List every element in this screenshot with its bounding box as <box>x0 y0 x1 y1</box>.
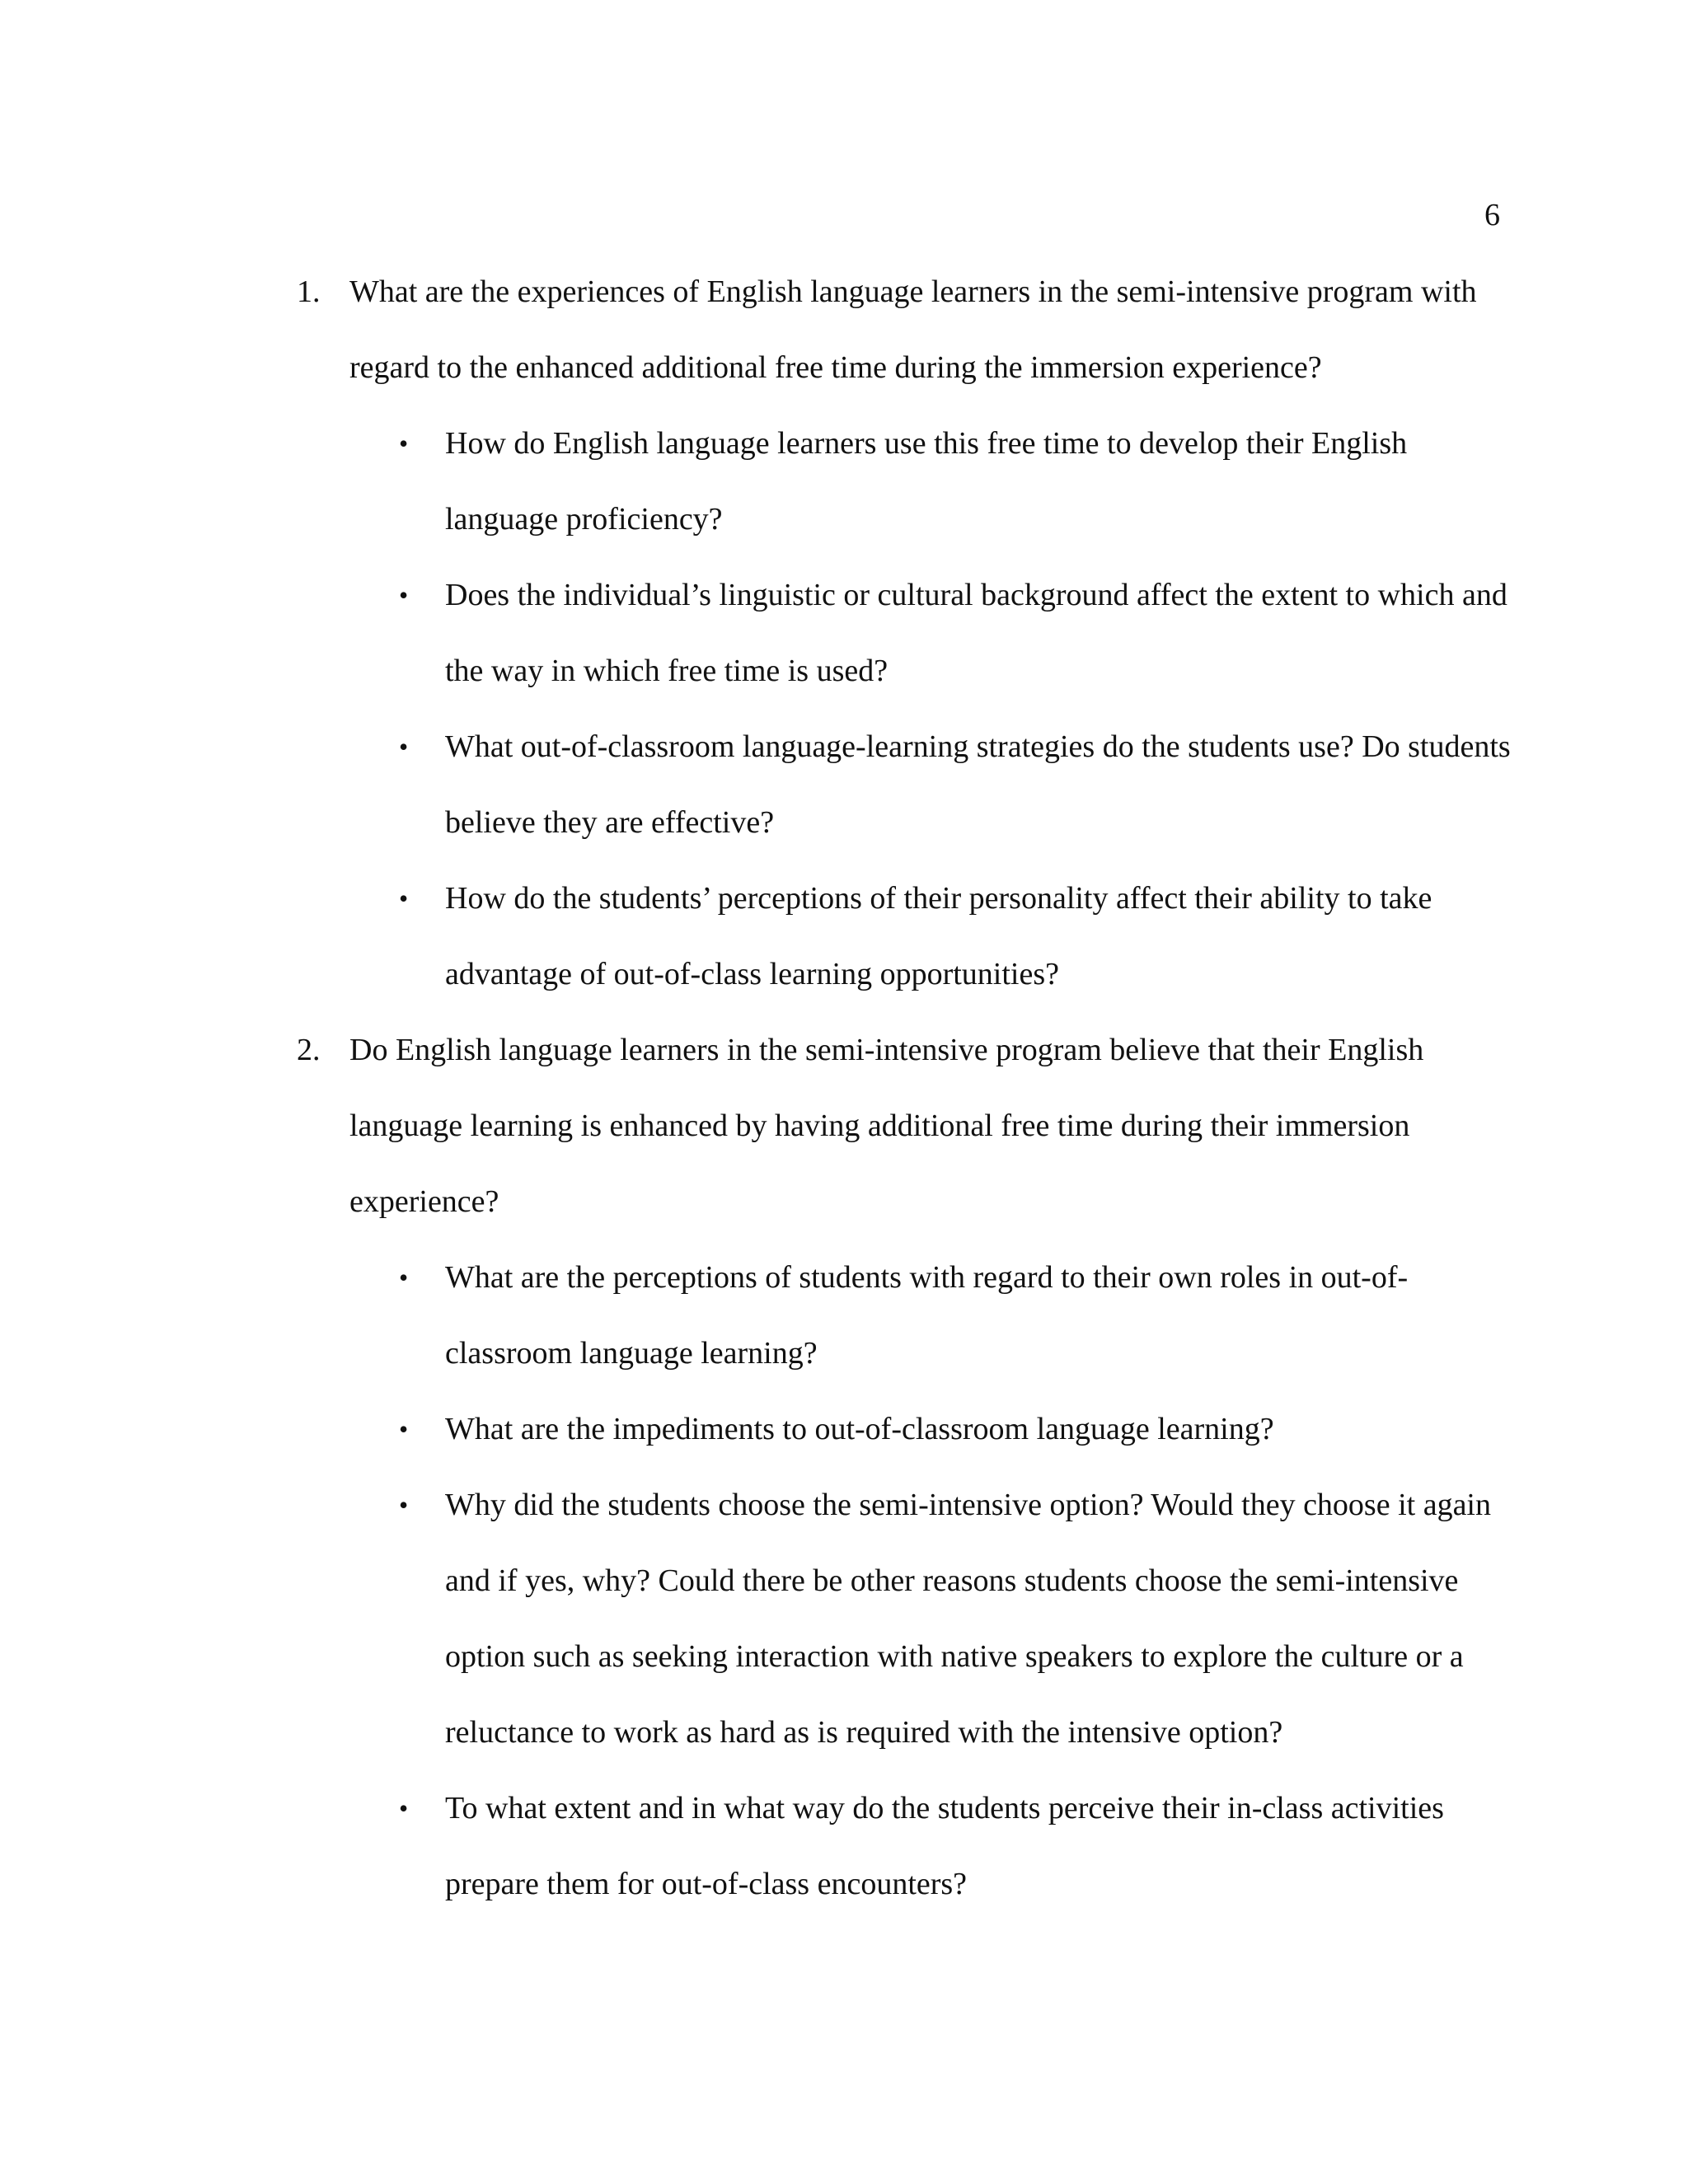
sub-question <box>349 1467 1517 1770</box>
bullet-icon: • <box>399 580 409 610</box>
bullet-icon: • <box>399 883 409 913</box>
question-number: 1. <box>297 274 321 309</box>
question-2 <box>297 1012 1517 1922</box>
bullet-icon: • <box>399 732 409 762</box>
sub-question <box>349 557 1517 709</box>
question-text: What are the experiences of English language learners in the semi-intensive program with regard to the enhanced additional free time during the immersion experience? <box>349 274 1477 385</box>
question-text: Do English language learners in the semi-intensive program believe that their English language learning is enhanced by having additional free time during their immersion experience? <box>349 1033 1424 1219</box>
sub-question-text: Does the individual’s linguistic or cultural background affect the extent to which and the way in which free time is used? <box>445 578 1507 688</box>
page-number: 6 <box>1484 198 1500 232</box>
sub-question <box>349 1770 1517 1922</box>
sub-question-text: What are the perceptions of students with regard to their own roles in out-of-classroom language learning? <box>445 1260 1409 1371</box>
sub-question-text: How do the students’ perceptions of their personality affect their ability to take advantage of out-of-class learning opportunities? <box>445 881 1432 991</box>
bullet-icon: • <box>399 1793 409 1823</box>
sub-question-list <box>349 1240 1517 1922</box>
sub-question <box>349 1391 1517 1467</box>
sub-question <box>349 860 1517 1012</box>
sub-question-text: To what extent and in what way do the students perceive their in-class activities prepare them for out-of-class encounters? <box>445 1791 1444 1901</box>
sub-question-text: What are the impediments to out-of-classroom language learning? <box>445 1412 1274 1446</box>
bullet-icon: • <box>399 1414 409 1444</box>
question-number: 2. <box>297 1033 321 1067</box>
sub-question-text: How do English language learners use this free time to develop their English language proficiency? <box>445 426 1408 537</box>
sub-question-text: Why did the students choose the semi-intensive option? Would they choose it again and if yes, why? Could there be other reasons students choose the semi-intensive option such as seeking interaction with native speakers to explore the culture or a reluctance to work as hard as is required with the intensive option? <box>445 1488 1491 1750</box>
sub-question <box>349 1240 1517 1391</box>
sub-question <box>349 405 1517 557</box>
sub-question-text: What out-of-classroom language-learning strategies do the students use? Do students believe they are effective? <box>445 729 1511 840</box>
sub-question <box>349 709 1517 860</box>
bullet-icon: • <box>399 1490 409 1520</box>
bullet-icon: • <box>399 1263 409 1292</box>
research-questions <box>297 254 1517 1922</box>
sub-question-list <box>349 405 1517 1012</box>
bullet-icon: • <box>399 429 409 458</box>
question-1 <box>297 254 1517 1012</box>
